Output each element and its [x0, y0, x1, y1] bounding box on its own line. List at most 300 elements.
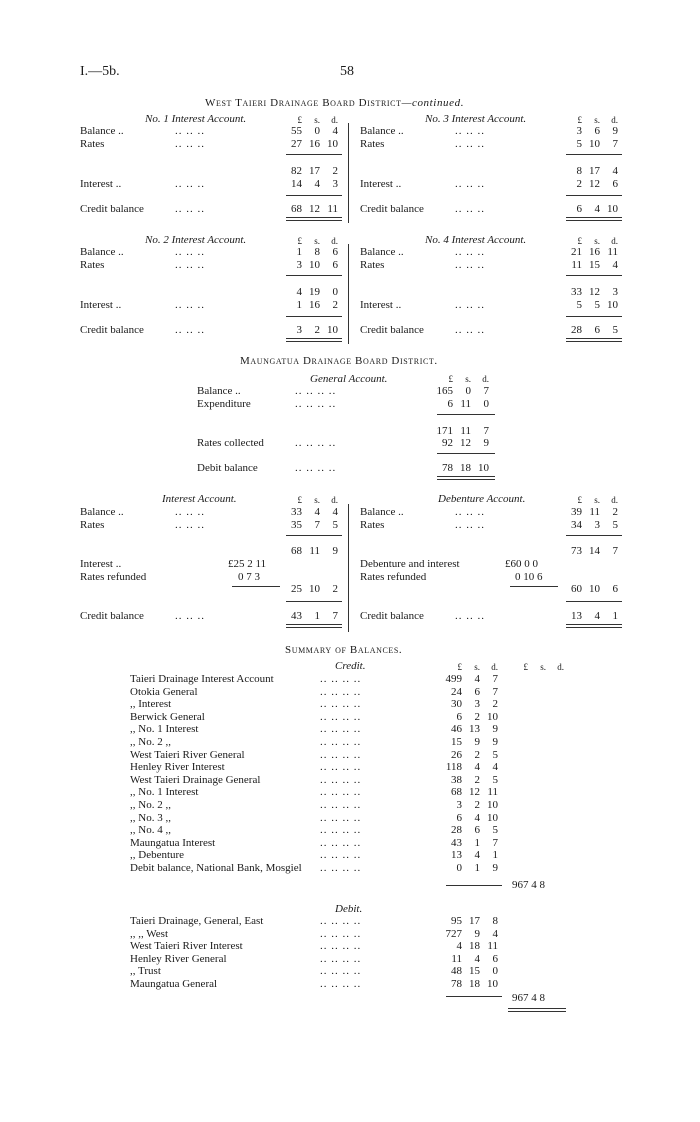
amount-shillings: 6	[474, 685, 480, 698]
amount-pence: 4	[612, 165, 618, 177]
pound-symbol: £	[297, 236, 302, 246]
amount-shillings: 17	[309, 165, 320, 177]
amount-shillings: 6	[594, 125, 600, 137]
amount-pounds: 78	[451, 978, 462, 990]
pence-symbol: d.	[557, 662, 564, 672]
amount-interest	[284, 178, 338, 190]
amount-rates	[564, 519, 618, 531]
amount-pence: 2	[612, 506, 618, 518]
amount-shillings: 10	[589, 583, 600, 595]
currency-header	[564, 494, 618, 506]
amount-pence: 10	[487, 710, 498, 723]
amount-pounds: 3	[576, 125, 582, 137]
label-interest: Interest ..	[360, 299, 402, 311]
amount-pence: 1	[612, 610, 618, 622]
leader-dots: .. .. .. ..	[295, 462, 337, 474]
amount-pence: 4	[492, 927, 498, 940]
summary-row-label: Maungatua Interest	[130, 836, 216, 849]
amount-shillings: 12	[460, 437, 471, 449]
page-number: 58	[340, 64, 354, 79]
account-heading: No. 3 Interest Account.	[425, 113, 527, 125]
amount-pence: 10	[327, 138, 338, 150]
amount-pence: 7	[483, 425, 489, 437]
column-divider	[348, 244, 349, 344]
amount-rates	[564, 138, 618, 150]
amount-debit-balance	[435, 462, 489, 474]
leader-dots: .. .. .. ..	[320, 965, 362, 978]
leader-dots: .. .. ..	[175, 519, 205, 531]
amount-pounds: 1	[296, 246, 302, 258]
shilling-symbol: s.	[540, 662, 546, 672]
leader-dots: .. .. ..	[175, 324, 205, 336]
amount-pence: 7	[492, 685, 498, 698]
amount-pounds: 6	[456, 710, 462, 723]
amount-pence: 11	[327, 203, 338, 215]
amount-pounds: 3	[296, 259, 302, 271]
label-balance: Balance ..	[360, 125, 404, 137]
summary-row-amount	[444, 686, 498, 698]
leader-dots: .. .. ..	[455, 203, 485, 215]
leader-dots: .. .. .. ..	[295, 437, 337, 449]
summary-row-label: Otokia General	[130, 685, 198, 698]
amount-deduction	[564, 583, 618, 595]
amount-rates	[284, 519, 338, 531]
amount-rates	[564, 259, 618, 271]
amount-shillings: 4	[474, 849, 480, 862]
summary-row-amount	[444, 736, 498, 748]
amount-credit-balance	[564, 203, 618, 215]
amount-pounds: 8	[576, 165, 582, 177]
amount-pence: 10	[487, 811, 498, 824]
rule-line	[286, 535, 342, 536]
shilling-symbol: s.	[594, 115, 600, 125]
amount-shillings: 3	[594, 519, 600, 531]
amount-pounds: 13	[571, 610, 582, 622]
amount-pounds: 33	[291, 506, 302, 518]
rule-line	[566, 601, 622, 602]
amount-pence: 6	[332, 246, 338, 258]
amount-shillings: 12	[589, 178, 600, 190]
amount-pence: 9	[483, 437, 489, 449]
amount-pounds: 4	[456, 940, 462, 953]
summary-row-label: Henley River Interest	[130, 761, 225, 774]
pence-symbol: d.	[482, 374, 489, 384]
pence-symbol: d.	[331, 115, 338, 125]
amount-pounds: 30	[451, 698, 462, 711]
label-interest: Interest ..	[360, 178, 402, 190]
leader-dots: .. .. .. ..	[295, 398, 337, 410]
amount-pence: 6	[612, 583, 618, 595]
amount-interest	[564, 178, 618, 190]
amount-pounds: 499	[445, 673, 462, 685]
amount-pence: 10	[478, 462, 489, 474]
rule-line	[437, 414, 495, 415]
amount-shillings: 4	[474, 811, 480, 824]
label-balance: Balance ..	[360, 506, 404, 518]
rule-line	[286, 154, 342, 155]
amount-subtotal	[564, 545, 618, 557]
amount-pounds: 11	[451, 952, 462, 965]
amount-shillings: 11	[309, 545, 320, 557]
summary-row-amount	[444, 849, 498, 861]
summary-row-amount	[444, 786, 498, 798]
amount-shillings: 18	[460, 462, 471, 474]
leader-dots: .. .. ..	[175, 178, 205, 190]
shilling-symbol: s.	[474, 662, 480, 672]
amount-pence: 10	[607, 299, 618, 311]
amount-pence: 11	[487, 940, 498, 953]
pence-symbol: d.	[331, 495, 338, 505]
amount-subtotal	[284, 286, 338, 298]
rule-line	[566, 535, 622, 536]
double-rule	[508, 1008, 566, 1012]
amount-shillings: 9	[474, 736, 480, 748]
rule-line	[566, 154, 622, 155]
amount-pence: 5	[492, 773, 498, 786]
rule-line	[286, 316, 342, 317]
amount-pounds: 5	[576, 299, 582, 311]
amount-shillings: 10	[309, 583, 320, 595]
amount-pence: 11	[607, 246, 618, 258]
label-balance: Balance ..	[80, 506, 124, 518]
label-credit-balance: Credit balance	[360, 610, 424, 622]
debit-total: 967 4 8	[512, 992, 545, 1004]
amount-pence: 0	[332, 286, 338, 298]
inner-amount-refunded: 0 7 3	[238, 571, 260, 583]
label-rates-refunded: Rates refunded	[360, 571, 427, 583]
amount-pounds: 78	[442, 462, 453, 474]
amount-pounds: 118	[445, 761, 462, 774]
amount-pence: 9	[332, 545, 338, 557]
amount-shillings: 16	[309, 299, 320, 311]
amount-credit-balance	[564, 324, 618, 336]
amount-credit-balance	[284, 324, 338, 336]
amount-shillings: 18	[469, 978, 480, 990]
leader-dots: .. .. ..	[455, 246, 485, 258]
double-rule	[286, 217, 342, 221]
amount-pounds: 39	[571, 506, 582, 518]
summary-row-amount	[444, 723, 498, 735]
credit-total: 967 4 8	[512, 879, 545, 891]
rule-line	[286, 195, 342, 196]
summary-row-label: ,, Interest	[130, 698, 172, 711]
label-interest: Interest ..	[80, 178, 122, 190]
leader-dots: .. .. .. ..	[320, 824, 362, 837]
rule-line	[232, 586, 280, 587]
amount-shillings: 9	[474, 927, 480, 940]
leader-dots: .. .. ..	[175, 506, 205, 518]
inner-amount-refunded: 0 10 6	[515, 571, 543, 583]
label-credit-balance: Credit balance	[80, 610, 144, 622]
summary-row-amount	[444, 812, 498, 824]
summary-row-amount	[444, 862, 498, 874]
double-rule	[566, 338, 622, 342]
amount-pounds: 6	[447, 398, 453, 410]
amount-pounds: 25	[291, 583, 302, 595]
summary-row-label: Taieri Drainage Interest Account	[130, 673, 274, 685]
amount-pence: 2	[332, 165, 338, 177]
amount-pounds: 6	[576, 203, 582, 215]
amount-shillings: 4	[474, 673, 480, 685]
leader-dots: .. .. .. ..	[320, 698, 362, 711]
label-balance: Balance ..	[360, 246, 404, 258]
currency-header	[435, 373, 489, 385]
amount-pounds: 82	[291, 165, 302, 177]
summary-row-amount	[444, 673, 498, 685]
summary-row-label: Maungatua General	[130, 978, 218, 990]
amount-pence: 1	[492, 849, 498, 862]
amount-pounds: 92	[442, 437, 453, 449]
pound-symbol: £	[297, 495, 302, 505]
amount-shillings: 18	[469, 940, 480, 953]
summary-row-amount	[444, 711, 498, 723]
summary-row-label: ,, No. 2 ,,	[130, 736, 171, 748]
amount-credit-balance	[564, 610, 618, 622]
leader-dots: .. .. .. ..	[320, 849, 362, 862]
leader-dots: .. .. .. ..	[320, 952, 362, 965]
summary-row-amount	[444, 749, 498, 761]
account-heading: No. 1 Interest Account.	[145, 113, 247, 125]
amount-expenditure	[435, 398, 489, 410]
page-reference: I.—5b.	[80, 64, 120, 79]
amount-rates-collected	[435, 437, 489, 449]
amount-pounds: 11	[571, 259, 582, 271]
inner-amount-interest: £25 2 11	[228, 558, 267, 570]
summary-row-label: ,, Trust	[130, 965, 161, 978]
amount-pounds: 4	[296, 286, 302, 298]
amount-shillings: 16	[589, 246, 600, 258]
summary-row-label: West Taieri Drainage General	[130, 773, 261, 786]
summary-row-label: Berwick General	[130, 710, 205, 723]
amount-pounds: 165	[436, 385, 453, 397]
summary-row-label: ,, No. 4 ,,	[130, 824, 171, 837]
amount-shillings: 8	[314, 246, 320, 258]
leader-dots: .. .. .. ..	[320, 927, 362, 940]
amount-pounds: 2	[576, 178, 582, 190]
amount-pence: 7	[332, 610, 338, 622]
label-debit-balance: Debit balance	[197, 462, 258, 474]
amount-rates	[284, 138, 338, 150]
label-debenture-and-interest: Debenture and interest	[360, 558, 460, 570]
leader-dots: .. .. .. ..	[320, 673, 362, 685]
amount-shillings: 12	[589, 286, 600, 298]
label-credit-balance: Credit balance	[80, 324, 144, 336]
amount-pence: 7	[492, 673, 498, 685]
leader-dots: .. .. .. ..	[320, 786, 362, 799]
leader-dots: .. .. .. ..	[320, 836, 362, 849]
amount-pounds: 26	[451, 748, 462, 761]
amount-shillings: 4	[314, 506, 320, 518]
rule-line	[437, 453, 495, 454]
summary-row-label: Henley River General	[130, 952, 227, 965]
amount-shillings: 4	[594, 203, 600, 215]
leader-dots: .. .. .. ..	[320, 773, 362, 786]
section-title-west-taieri: West Taieri Drainage Board District—continued.	[205, 97, 465, 109]
amount-shillings: 6	[474, 824, 480, 837]
amount-shillings: 10	[589, 138, 600, 150]
summary-row-amount	[444, 698, 498, 710]
debenture-account-heading: Debenture Account.	[438, 493, 526, 505]
rule-line	[510, 586, 558, 587]
amount-balance	[284, 506, 338, 518]
summary-row-amount	[444, 953, 498, 965]
amount-subtotal	[435, 425, 489, 437]
summary-row-amount	[444, 799, 498, 811]
amount-pence: 5	[612, 519, 618, 531]
summary-row-amount	[444, 761, 498, 773]
pound-symbol: £	[448, 374, 453, 384]
currency-header	[444, 661, 498, 673]
amount-deduction	[284, 583, 338, 595]
amount-pence: 2	[492, 698, 498, 711]
amount-pounds: 43	[291, 610, 302, 622]
leader-dots: .. .. .. ..	[320, 915, 362, 927]
amount-pence: 7	[612, 138, 618, 150]
amount-balance	[284, 246, 338, 258]
leader-dots: .. .. ..	[455, 519, 485, 531]
leader-dots: .. .. .. ..	[320, 723, 362, 736]
label-rates: Rates	[360, 519, 385, 531]
leader-dots: .. .. ..	[175, 259, 205, 271]
amount-shillings: 2	[314, 324, 320, 336]
label-rates-refunded: Rates refunded	[80, 571, 147, 583]
amount-pence: 4	[612, 259, 618, 271]
label-interest: Interest ..	[80, 299, 122, 311]
label-credit-balance: Credit balance	[360, 203, 424, 215]
amount-pounds: 38	[451, 773, 462, 786]
leader-dots: .. .. .. ..	[320, 736, 362, 748]
summary-row-label: Taieri Drainage, General, East	[130, 915, 264, 927]
pence-symbol: d.	[611, 495, 618, 505]
amount-pence: 6	[492, 952, 498, 965]
summary-row-label: ,, No. 1 Interest	[130, 786, 199, 799]
amount-shillings: 0	[314, 125, 320, 137]
label-balance: Balance ..	[80, 246, 124, 258]
amount-pence: 7	[483, 385, 489, 397]
leader-dots: .. .. ..	[175, 125, 205, 137]
amount-pounds: 727	[445, 927, 462, 940]
rule-line	[566, 195, 622, 196]
leader-dots: .. .. .. ..	[320, 862, 362, 874]
summary-row-label: ,, No. 2 ,,	[130, 799, 171, 811]
leader-dots: .. .. .. ..	[320, 978, 362, 990]
leader-dots: .. .. ..	[455, 125, 485, 137]
amount-shillings: 11	[460, 425, 471, 437]
pound-symbol: £	[297, 115, 302, 125]
summary-row-amount	[444, 774, 498, 786]
label-balance: Balance ..	[197, 385, 241, 397]
amount-balance	[564, 506, 618, 518]
label-credit-balance: Credit balance	[80, 203, 144, 215]
amount-shillings: 1	[474, 836, 480, 849]
pound-symbol: £	[577, 115, 582, 125]
shilling-symbol: s.	[314, 236, 320, 246]
section-title-summary: Summary of Balances.	[285, 644, 403, 656]
leader-dots: .. .. ..	[175, 203, 205, 215]
rule-line	[446, 996, 502, 997]
amount-pence: 7	[612, 545, 618, 557]
leader-dots: .. .. ..	[455, 324, 485, 336]
general-account-heading: General Account.	[310, 373, 388, 385]
amount-shillings: 1	[474, 862, 480, 874]
pound-symbol: £	[523, 662, 528, 672]
amount-pence: 9	[492, 862, 498, 874]
amount-shillings: 11	[460, 398, 471, 410]
summary-row-amount	[444, 915, 498, 927]
amount-pence: 6	[612, 178, 618, 190]
rule-line	[446, 885, 502, 886]
leader-dots: .. .. ..	[455, 178, 485, 190]
summary-row-label: West Taieri River Interest	[130, 940, 243, 953]
leader-dots: .. .. .. ..	[320, 811, 362, 824]
shilling-symbol: s.	[314, 115, 320, 125]
amount-subtotal	[564, 165, 618, 177]
credit-heading: Credit.	[335, 660, 366, 672]
pence-symbol: d.	[611, 236, 618, 246]
amount-pounds: 55	[291, 125, 302, 137]
amount-pence: 0	[492, 965, 498, 978]
amount-pounds: 3	[456, 799, 462, 811]
double-rule	[566, 217, 622, 221]
label-credit-balance: Credit balance	[360, 324, 424, 336]
amount-shillings: 2	[474, 710, 480, 723]
amount-balance	[564, 125, 618, 137]
double-rule	[437, 476, 495, 480]
amount-shillings: 2	[474, 799, 480, 811]
leader-dots: .. .. .. ..	[320, 685, 362, 698]
interest-account-heading: Interest Account.	[162, 493, 237, 505]
shilling-symbol: s.	[594, 495, 600, 505]
column-divider	[348, 504, 349, 632]
amount-shillings: 14	[589, 545, 600, 557]
amount-pounds: 68	[291, 203, 302, 215]
currency-header	[284, 494, 338, 506]
summary-row-label: ,, Debenture	[130, 849, 185, 862]
leader-dots: .. .. .. ..	[320, 799, 362, 811]
label-rates-collected: Rates collected	[197, 437, 264, 449]
leader-dots: .. .. ..	[455, 259, 485, 271]
pence-symbol: d.	[331, 236, 338, 246]
amount-pounds: 24	[451, 685, 462, 698]
amount-pence: 5	[492, 824, 498, 837]
amount-pounds: 27	[291, 138, 302, 150]
leader-dots: .. .. ..	[175, 610, 205, 622]
amount-shillings: 4	[314, 178, 320, 190]
amount-subtotal	[564, 286, 618, 298]
label-rates: Rates	[80, 519, 105, 531]
amount-pounds: 15	[451, 736, 462, 748]
currency-header	[510, 661, 564, 673]
amount-shillings: 19	[309, 286, 320, 298]
amount-pounds: 33	[571, 286, 582, 298]
leader-dots: .. .. ..	[455, 299, 485, 311]
amount-pence: 8	[492, 915, 498, 927]
amount-balance	[564, 246, 618, 258]
amount-pounds: 3	[296, 324, 302, 336]
summary-row-amount	[444, 928, 498, 940]
amount-pence: 0	[483, 398, 489, 410]
amount-pounds: 73	[571, 545, 582, 557]
amount-pounds: 34	[571, 519, 582, 531]
amount-pounds: 35	[291, 519, 302, 531]
amount-pounds: 6	[456, 811, 462, 824]
double-rule	[286, 624, 342, 628]
amount-interest	[284, 299, 338, 311]
leader-dots: .. .. .. ..	[320, 748, 362, 761]
rule-line	[566, 275, 622, 276]
amount-shillings: 6	[594, 324, 600, 336]
amount-pounds: 171	[436, 425, 453, 437]
